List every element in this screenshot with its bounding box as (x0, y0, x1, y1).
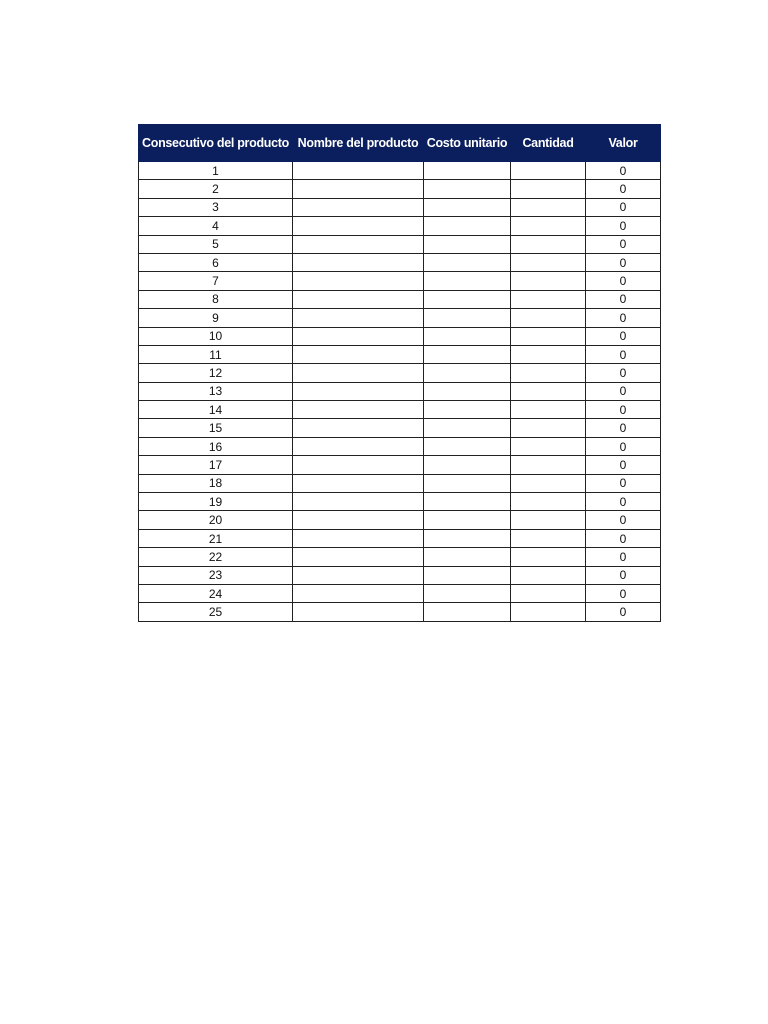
cell-nombre[interactable] (293, 272, 424, 290)
cell-cantidad[interactable] (511, 272, 586, 290)
table-row (139, 493, 661, 511)
cell-nombre[interactable] (293, 162, 424, 180)
cell-consecutivo[interactable]: 2 (139, 180, 293, 198)
cell-cantidad[interactable] (511, 529, 586, 547)
cell-valor[interactable]: 0 (586, 603, 661, 621)
cell-valor[interactable]: 0 (586, 364, 661, 382)
cell-nombre[interactable] (293, 419, 424, 437)
cell-costo-unitario[interactable] (424, 345, 511, 363)
cell-consecutivo[interactable]: 23 (139, 566, 293, 584)
cell-consecutivo[interactable]: 7 (139, 272, 293, 290)
cell-consecutivo[interactable]: 3 (139, 198, 293, 216)
cell-valor[interactable]: 0 (586, 253, 661, 271)
cell-nombre[interactable] (293, 364, 424, 382)
cell-nombre[interactable] (293, 253, 424, 271)
header-valor: Valor (586, 125, 661, 162)
cell-nombre[interactable] (293, 437, 424, 455)
cell-costo-unitario[interactable] (424, 364, 511, 382)
cell-valor[interactable]: 0 (586, 235, 661, 253)
cell-consecutivo[interactable]: 10 (139, 327, 293, 345)
cell-valor[interactable]: 0 (586, 290, 661, 308)
cell-costo-unitario[interactable] (424, 253, 511, 271)
cell-nombre[interactable] (293, 493, 424, 511)
table-row (139, 603, 661, 621)
cell-costo-unitario[interactable] (424, 382, 511, 400)
cell-consecutivo[interactable]: 22 (139, 548, 293, 566)
table-row (139, 364, 661, 382)
cell-cantidad[interactable] (511, 345, 586, 363)
cell-nombre[interactable] (293, 401, 424, 419)
cell-costo-unitario[interactable] (424, 180, 511, 198)
table-row (139, 198, 661, 216)
table-row (139, 327, 661, 345)
cell-cantidad[interactable] (511, 566, 586, 584)
cell-cantidad[interactable] (511, 217, 586, 235)
table-row (139, 217, 661, 235)
cell-valor[interactable]: 0 (586, 180, 661, 198)
cell-consecutivo[interactable]: 20 (139, 511, 293, 529)
cell-costo-unitario[interactable] (424, 419, 511, 437)
cell-cantidad[interactable] (511, 198, 586, 216)
cell-costo-unitario[interactable] (424, 529, 511, 547)
cell-costo-unitario[interactable] (424, 493, 511, 511)
cell-costo-unitario[interactable] (424, 198, 511, 216)
table-row (139, 529, 661, 547)
cell-consecutivo[interactable]: 8 (139, 290, 293, 308)
cell-nombre[interactable] (293, 603, 424, 621)
cell-cantidad[interactable] (511, 162, 586, 180)
cell-cantidad[interactable] (511, 290, 586, 308)
cell-nombre[interactable] (293, 235, 424, 253)
cell-valor[interactable]: 0 (586, 198, 661, 216)
cell-valor[interactable]: 0 (586, 584, 661, 602)
table-row (139, 474, 661, 492)
cell-consecutivo[interactable]: 25 (139, 603, 293, 621)
cell-costo-unitario[interactable] (424, 272, 511, 290)
table-row (139, 382, 661, 400)
cell-consecutivo[interactable]: 13 (139, 382, 293, 400)
cell-valor[interactable]: 0 (586, 548, 661, 566)
cell-valor[interactable]: 0 (586, 456, 661, 474)
cell-consecutivo[interactable]: 19 (139, 493, 293, 511)
cell-nombre[interactable] (293, 290, 424, 308)
cell-consecutivo[interactable]: 15 (139, 419, 293, 437)
table-header (139, 125, 661, 162)
cell-cantidad[interactable] (511, 456, 586, 474)
header-costo-unitario: Costo unitario (424, 125, 511, 162)
cell-costo-unitario[interactable] (424, 217, 511, 235)
table-row (139, 456, 661, 474)
cell-consecutivo[interactable]: 5 (139, 235, 293, 253)
cell-nombre[interactable] (293, 511, 424, 529)
cell-valor[interactable]: 0 (586, 419, 661, 437)
cell-nombre[interactable] (293, 217, 424, 235)
table-row (139, 253, 661, 271)
table-row (139, 290, 661, 308)
cell-cantidad[interactable] (511, 309, 586, 327)
cell-costo-unitario[interactable] (424, 309, 511, 327)
table-row (139, 548, 661, 566)
header-nombre: Nombre del producto (293, 125, 424, 162)
cell-costo-unitario[interactable] (424, 603, 511, 621)
cell-consecutivo[interactable]: 24 (139, 584, 293, 602)
cell-cantidad[interactable] (511, 474, 586, 492)
cell-nombre[interactable] (293, 529, 424, 547)
cell-costo-unitario[interactable] (424, 456, 511, 474)
cell-consecutivo[interactable]: 11 (139, 345, 293, 363)
cell-nombre[interactable] (293, 382, 424, 400)
products-table (138, 124, 661, 622)
table-row (139, 401, 661, 419)
cell-consecutivo[interactable]: 18 (139, 474, 293, 492)
cell-costo-unitario[interactable] (424, 566, 511, 584)
cell-cantidad[interactable] (511, 419, 586, 437)
table-row (139, 511, 661, 529)
table-row (139, 437, 661, 455)
cell-cantidad[interactable] (511, 180, 586, 198)
table-row (139, 584, 661, 602)
cell-consecutivo[interactable]: 16 (139, 437, 293, 455)
cell-nombre[interactable] (293, 474, 424, 492)
cell-cantidad[interactable] (511, 584, 586, 602)
table-row (139, 272, 661, 290)
cell-cantidad[interactable] (511, 235, 586, 253)
cell-valor[interactable]: 0 (586, 345, 661, 363)
cell-costo-unitario[interactable] (424, 511, 511, 529)
cell-consecutivo[interactable]: 9 (139, 309, 293, 327)
cell-nombre[interactable] (293, 180, 424, 198)
cell-valor[interactable]: 0 (586, 272, 661, 290)
cell-costo-unitario[interactable] (424, 584, 511, 602)
cell-consecutivo[interactable]: 17 (139, 456, 293, 474)
cell-cantidad[interactable] (511, 401, 586, 419)
cell-valor[interactable]: 0 (586, 309, 661, 327)
cell-valor[interactable]: 0 (586, 437, 661, 455)
table-row (139, 419, 661, 437)
cell-cantidad[interactable] (511, 437, 586, 455)
cell-nombre[interactable] (293, 309, 424, 327)
cell-consecutivo[interactable]: 14 (139, 401, 293, 419)
table-row (139, 180, 661, 198)
cell-cantidad[interactable] (511, 493, 586, 511)
table-row (139, 309, 661, 327)
cell-nombre[interactable] (293, 548, 424, 566)
cell-nombre[interactable] (293, 327, 424, 345)
cell-valor[interactable]: 0 (586, 382, 661, 400)
cell-nombre[interactable] (293, 198, 424, 216)
cell-valor[interactable]: 0 (586, 401, 661, 419)
cell-nombre[interactable] (293, 456, 424, 474)
cell-valor[interactable]: 0 (586, 529, 661, 547)
cell-nombre[interactable] (293, 584, 424, 602)
cell-costo-unitario[interactable] (424, 437, 511, 455)
cell-valor[interactable]: 0 (586, 327, 661, 345)
cell-valor[interactable]: 0 (586, 566, 661, 584)
cell-consecutivo[interactable]: 6 (139, 253, 293, 271)
cell-cantidad[interactable] (511, 364, 586, 382)
cell-costo-unitario[interactable] (424, 548, 511, 566)
table-row (139, 345, 661, 363)
header-consecutivo: Consecutivo del producto (139, 125, 293, 162)
cell-nombre[interactable] (293, 566, 424, 584)
table-row (139, 566, 661, 584)
cell-cantidad[interactable] (511, 511, 586, 529)
cell-cantidad[interactable] (511, 327, 586, 345)
cell-consecutivo[interactable]: 1 (139, 162, 293, 180)
cell-costo-unitario[interactable] (424, 290, 511, 308)
table-body (139, 162, 661, 622)
cell-cantidad[interactable] (511, 382, 586, 400)
table-row (139, 162, 661, 180)
cell-costo-unitario[interactable] (424, 235, 511, 253)
cell-consecutivo[interactable]: 12 (139, 364, 293, 382)
cell-cantidad[interactable] (511, 548, 586, 566)
cell-valor[interactable]: 0 (586, 217, 661, 235)
cell-costo-unitario[interactable] (424, 474, 511, 492)
header-cantidad: Cantidad (511, 125, 586, 162)
table-row (139, 235, 661, 253)
cell-consecutivo[interactable]: 21 (139, 529, 293, 547)
cell-nombre[interactable] (293, 345, 424, 363)
cell-consecutivo[interactable]: 4 (139, 217, 293, 235)
cell-valor[interactable]: 0 (586, 511, 661, 529)
cell-costo-unitario[interactable] (424, 162, 511, 180)
cell-costo-unitario[interactable] (424, 401, 511, 419)
cell-valor[interactable]: 0 (586, 162, 661, 180)
cell-cantidad[interactable] (511, 253, 586, 271)
cell-valor[interactable]: 0 (586, 474, 661, 492)
cell-valor[interactable]: 0 (586, 493, 661, 511)
header-row (139, 125, 661, 162)
cell-cantidad[interactable] (511, 603, 586, 621)
cell-costo-unitario[interactable] (424, 327, 511, 345)
